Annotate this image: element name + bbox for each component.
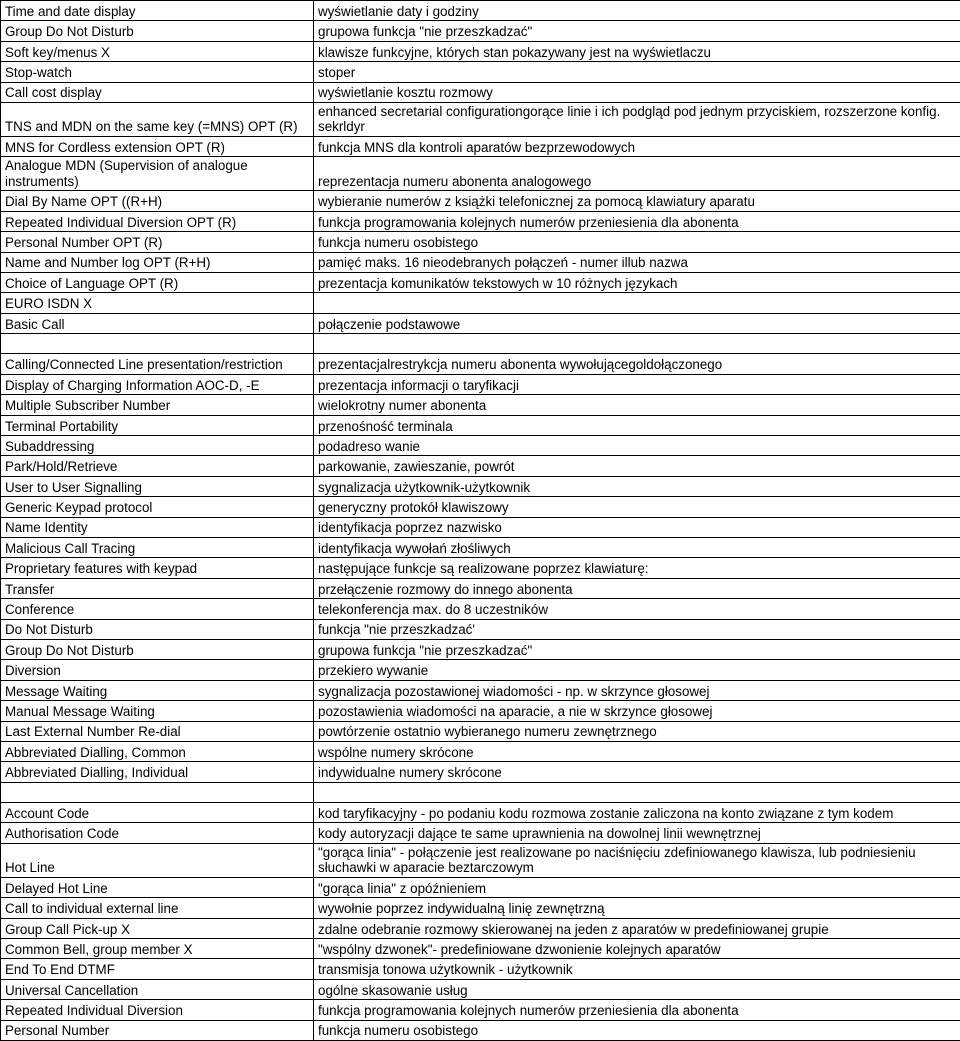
- table-row: [1, 1, 960, 21]
- table-row: [1, 639, 960, 659]
- feature-name-cell: Call to individual external line: [1, 898, 314, 918]
- feature-name-cell: User to User Signalling: [1, 476, 314, 496]
- table-row: [1, 82, 960, 102]
- feature-name-cell: Universal Cancellation: [1, 979, 314, 999]
- table-row: [1, 21, 960, 41]
- feature-description-cell: wyświetlanie kosztu rozmowy: [314, 82, 960, 102]
- feature-name-cell: EURO ISDN X: [1, 293, 314, 313]
- table-row: [1, 680, 960, 700]
- table-row: [1, 232, 960, 252]
- feature-description-cell: funkcja programowania kolejnych numerów przeniesienia dla abonenta: [314, 1000, 960, 1020]
- feature-description-cell: funkcja programowania kolejnych numerów przeniesienia dla abonenta: [314, 211, 960, 231]
- feature-description-cell: stoper: [314, 62, 960, 82]
- feature-name-cell: Analogue MDN (Supervision of analogue instruments): [1, 157, 314, 191]
- feature-description-cell: połączenie podstawowe: [314, 313, 960, 333]
- table-row: [1, 877, 960, 897]
- table-row: [1, 1000, 960, 1020]
- feature-description-cell: następujące funkcje są realizowane poprzez klawiaturę:: [314, 558, 960, 578]
- table-row: [1, 497, 960, 517]
- feature-description-cell: sygnalizacja użytkownik-użytkownik: [314, 476, 960, 496]
- feature-description-cell: generyczny protokół klawiszowy: [314, 497, 960, 517]
- feature-name-cell: Subaddressing: [1, 436, 314, 456]
- feature-description-cell: funkcja numeru osobistego: [314, 232, 960, 252]
- feature-description-cell: kody autoryzacji dające te same uprawnienia na dowolnej linii wewnętrznej: [314, 823, 960, 843]
- feature-description-cell: ogólne skasowanie usług: [314, 979, 960, 999]
- table-row: [1, 517, 960, 537]
- table-row: [1, 272, 960, 292]
- feature-name-cell: Choice of Language OPT (R): [1, 272, 314, 292]
- table-row: [1, 959, 960, 979]
- table-row: [1, 898, 960, 918]
- table-row: [1, 979, 960, 999]
- table-row: [1, 803, 960, 823]
- feature-description-cell: parkowanie, zawieszanie, powrót: [314, 456, 960, 476]
- feature-description-cell: funkcja "nie przeszkadzać': [314, 619, 960, 639]
- feature-description-cell: zdalne odebranie rozmowy skierowanej na jeden z aparatów w predefiniowanej grupie: [314, 918, 960, 938]
- feature-name-cell: Display of Charging Information AOC-D, -E: [1, 374, 314, 394]
- feature-name-cell: Manual Message Waiting: [1, 701, 314, 721]
- table-row: [1, 415, 960, 435]
- feature-name-cell: TNS and MDN on the same key (=MNS) OPT (R): [1, 102, 314, 136]
- feature-name-cell: Group Do Not Disturb: [1, 21, 314, 41]
- table-row: [1, 558, 960, 578]
- table-row: [1, 41, 960, 61]
- feature-description-cell: sygnalizacja pozostawionej wiadomości - np. w skrzynce głosowej: [314, 680, 960, 700]
- feature-name-cell: Account Code: [1, 803, 314, 823]
- feature-description-cell: identyfikacja wywołań złośliwych: [314, 537, 960, 557]
- feature-name-cell: Time and date display: [1, 1, 314, 21]
- table-row: [1, 701, 960, 721]
- feature-description-cell: kod taryfikacyjny - po podaniu kodu rozmowa zostanie zaliczona na konto związane z tym kodem: [314, 803, 960, 823]
- table-row: [1, 436, 960, 456]
- table-row: [1, 395, 960, 415]
- feature-description-cell: grupowa funkcja "nie przeszkadzać": [314, 21, 960, 41]
- feature-description-cell: [314, 334, 960, 354]
- feature-description-cell: pozostawienia wiadomości na aparacie, a nie w skrzynce głosowej: [314, 701, 960, 721]
- table-row: [1, 843, 960, 877]
- table-row: [1, 741, 960, 761]
- feature-name-cell: Conference: [1, 599, 314, 619]
- feature-name-cell: Authorisation Code: [1, 823, 314, 843]
- feature-description-cell: prezentacja informacji o taryfikacji: [314, 374, 960, 394]
- table-row: [1, 823, 960, 843]
- feature-name-cell: Multiple Subscriber Number: [1, 395, 314, 415]
- feature-description-cell: prezentacja komunikatów tekstowych w 10 różnych językach: [314, 272, 960, 292]
- table-row: [1, 456, 960, 476]
- feature-name-cell: Terminal Portability: [1, 415, 314, 435]
- feature-name-cell: Abbreviated Dialling, Individual: [1, 762, 314, 782]
- feature-name-cell: Last External Number Re-dial: [1, 721, 314, 741]
- feature-name-cell: Abbreviated Dialling, Common: [1, 741, 314, 761]
- feature-name-cell: Dial By Name OPT ((R+H): [1, 191, 314, 211]
- feature-name-cell: Park/Hold/Retrieve: [1, 456, 314, 476]
- feature-description-cell: klawisze funkcyjne, których stan pokazywany jest na wyświetlaczu: [314, 41, 960, 61]
- feature-name-cell: Group Call Pick-up X: [1, 918, 314, 938]
- feature-name-cell: Repeated Individual Diversion OPT (R): [1, 211, 314, 231]
- feature-description-cell: identyfikacja poprzez nazwisko: [314, 517, 960, 537]
- feature-description-cell: enhanced secretarial configurationgorące linie i ich podgląd pod jednym przyciskiem, rozszerzone konfig. sekrldyr: [314, 102, 960, 136]
- feature-name-cell: Call cost display: [1, 82, 314, 102]
- table-row: [1, 476, 960, 496]
- feature-name-cell: Malicious Call Tracing: [1, 537, 314, 557]
- feature-description-cell: reprezentacja numeru abonenta analogowego: [314, 157, 960, 191]
- feature-description-cell: przenośność terminala: [314, 415, 960, 435]
- table-row: [1, 354, 960, 374]
- feature-description-cell: funkcja MNS dla kontroli aparatów bezprzewodowych: [314, 136, 960, 156]
- feature-description-cell: wspólne numery skrócone: [314, 741, 960, 761]
- table-row: [1, 252, 960, 272]
- feature-name-cell: MNS for Cordless extension OPT (R): [1, 136, 314, 156]
- feature-name-cell: Personal Number OPT (R): [1, 232, 314, 252]
- feature-name-cell: [1, 782, 314, 802]
- table-row: [1, 102, 960, 136]
- feature-description-cell: "gorąca linia" z opóźnieniem: [314, 877, 960, 897]
- feature-name-cell: Common Bell, group member X: [1, 939, 314, 959]
- table-row: [1, 211, 960, 231]
- blank-row: [1, 334, 960, 354]
- feature-name-cell: Soft key/menus X: [1, 41, 314, 61]
- table-row: [1, 136, 960, 156]
- feature-description-cell: prezentacjalrestrykcja numeru abonenta wywołującegoldołączonego: [314, 354, 960, 374]
- table-row: [1, 313, 960, 333]
- feature-description-cell: funkcja numeru osobistego: [314, 1020, 960, 1040]
- feature-description-cell: wywołnie poprzez indywidualną linię zewnętrzną: [314, 898, 960, 918]
- table-row: [1, 578, 960, 598]
- feature-name-cell: Calling/Connected Line presentation/restriction: [1, 354, 314, 374]
- table-row: [1, 191, 960, 211]
- feature-name-cell: Personal Number: [1, 1020, 314, 1040]
- feature-name-cell: Delayed Hot Line: [1, 877, 314, 897]
- feature-name-cell: Hot Line: [1, 843, 314, 877]
- feature-description-cell: grupowa funkcja "nie przeszkadzać": [314, 639, 960, 659]
- feature-name-cell: Basic Call: [1, 313, 314, 333]
- feature-name-cell: Generic Keypad protocol: [1, 497, 314, 517]
- table-row: [1, 293, 960, 313]
- feature-description-cell: telekonferencja max. do 8 uczestników: [314, 599, 960, 619]
- blank-row: [1, 782, 960, 802]
- feature-description-cell: pamięć maks. 16 nieodebranych połączeń - numer illub nazwa: [314, 252, 960, 272]
- table-row: [1, 599, 960, 619]
- feature-description-cell: wybieranie numerów z książki telefonicznej za pomocą klawiatury aparatu: [314, 191, 960, 211]
- feature-description-cell: wyświetlanie daty i godziny: [314, 1, 960, 21]
- feature-description-cell: przełączenie rozmowy do innego abonenta: [314, 578, 960, 598]
- feature-name-cell: Proprietary features with keypad: [1, 558, 314, 578]
- feature-description-cell: "gorąca linia" - połączenie jest realizowane po naciśnięciu zdefiniowanego klawisza, lub podniesieniu słuchawki w aparacie beztarczowym: [314, 843, 960, 877]
- feature-name-cell: [1, 334, 314, 354]
- feature-table-body: [1, 1, 960, 1041]
- table-row: [1, 762, 960, 782]
- table-row: [1, 721, 960, 741]
- feature-name-cell: Diversion: [1, 660, 314, 680]
- feature-name-cell: Message Waiting: [1, 680, 314, 700]
- feature-description-cell: przekiero wywanie: [314, 660, 960, 680]
- table-row: [1, 374, 960, 394]
- table-row: [1, 660, 960, 680]
- feature-description-cell: podadreso wanie: [314, 436, 960, 456]
- feature-name-cell: Stop-watch: [1, 62, 314, 82]
- feature-name-cell: Name Identity: [1, 517, 314, 537]
- table-row: [1, 939, 960, 959]
- feature-name-cell: Name and Number log OPT (R+H): [1, 252, 314, 272]
- feature-name-cell: Do Not Disturb: [1, 619, 314, 639]
- feature-name-cell: Transfer: [1, 578, 314, 598]
- feature-description-cell: powtórzenie ostatnio wybieranego numeru zewnętrznego: [314, 721, 960, 741]
- feature-description-cell: wielokrotny numer abonenta: [314, 395, 960, 415]
- feature-name-cell: Group Do Not Disturb: [1, 639, 314, 659]
- table-row: [1, 918, 960, 938]
- feature-description-cell: indywidualne numery skrócone: [314, 762, 960, 782]
- table-row: [1, 619, 960, 639]
- feature-description-cell: [314, 293, 960, 313]
- feature-description-cell: "wspólny dzwonek"- predefiniowane dzwonienie kolejnych aparatów: [314, 939, 960, 959]
- table-row: [1, 537, 960, 557]
- table-row: [1, 62, 960, 82]
- feature-name-cell: End To End DTMF: [1, 959, 314, 979]
- feature-description-cell: [314, 782, 960, 802]
- table-row: [1, 1020, 960, 1040]
- table-row: [1, 157, 960, 191]
- feature-description-cell: transmisja tonowa użytkownik - użytkownik: [314, 959, 960, 979]
- feature-name-cell: Repeated Individual Diversion: [1, 1000, 314, 1020]
